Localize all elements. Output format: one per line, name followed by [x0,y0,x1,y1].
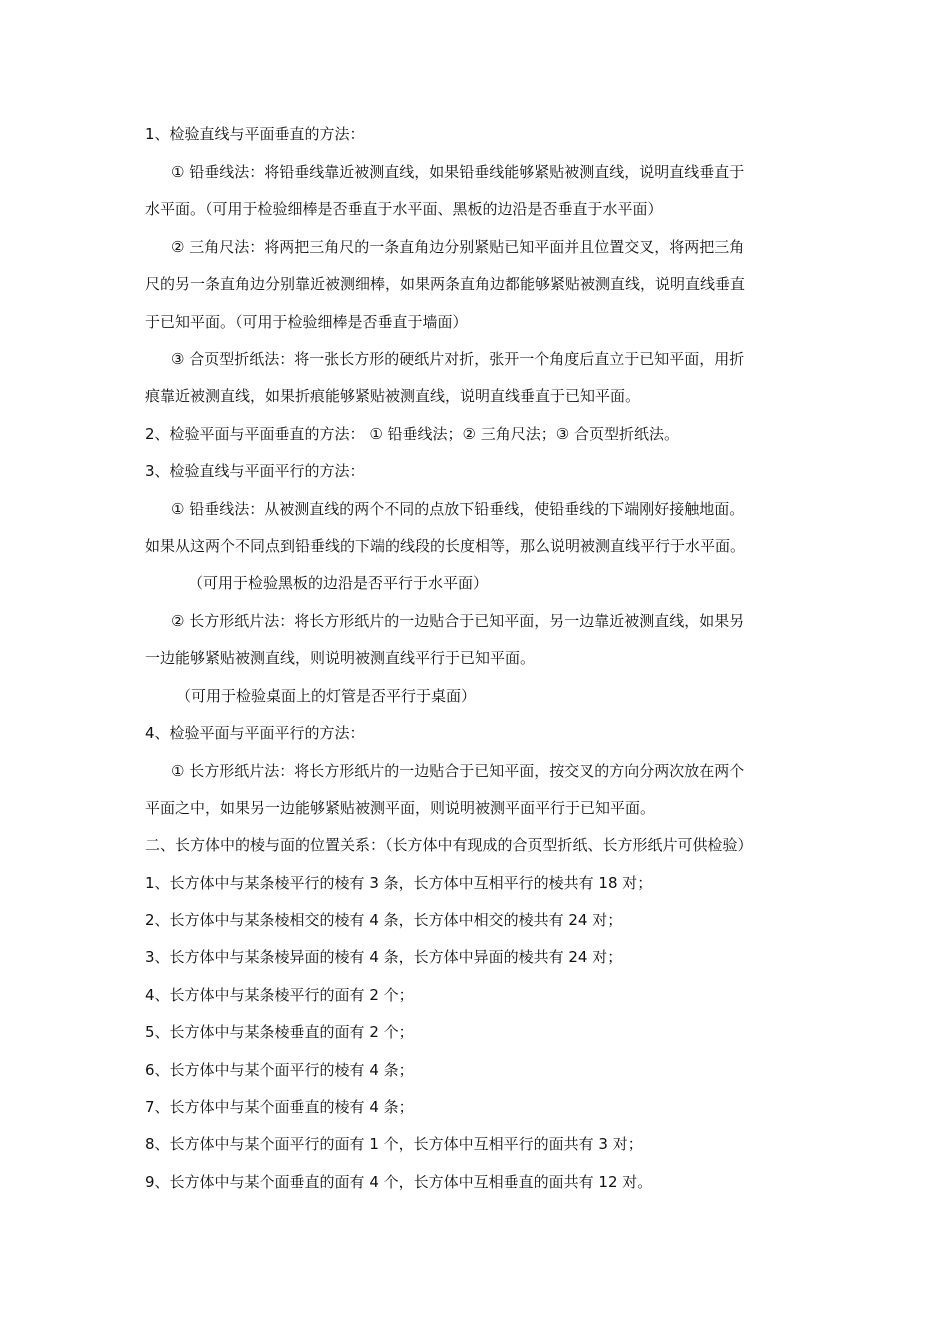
list-item: 5、长方体中与某条棱垂直的面有 2 个； [145,1023,414,1041]
list-item: 9、长方体中与某个面垂直的面有 4 个，长方体中互相垂直的面共有 12 对。 [145,1173,653,1191]
paragraph-line: 水平面。（可用于检验细棒是否垂直于水平面、黑板的边沿是否垂直于水平面） [145,200,663,218]
method-triangle-ruler: ② 三角尺法：将两把三角尺的一条直角边分别紧贴已知平面并且位置交叉，将两把三角 [171,238,745,256]
list-item: 3、长方体中与某条棱异面的棱有 4 条，长方体中异面的棱共有 24 对； [145,948,623,966]
section-2-heading: 2、检验平面与平面垂直的方法： ① 铅垂线法；② 三角尺法；③ 合页型折纸法。 [145,425,679,443]
list-item: 2、长方体中与某条棱相交的棱有 4 条，长方体中相交的棱共有 24 对； [145,911,623,929]
paragraph-line: 如果从这两个不同点到铅垂线的下端的线段的长度相等，那么说明被测直线平行于水平面。 [145,537,746,555]
method-rectangle-card: ② 长方形纸片法：将长方形纸片的一边贴合于已知平面，另一边靠近被测直线，如果另 [171,612,745,630]
method-plumb-line: ① 铅垂线法：从被测直线的两个不同的点放下铅垂线，使铅垂线的下端刚好接触地面。 [171,500,745,518]
paragraph-line: 于已知平面。（可用于检验细棒是否垂直于墙面） [145,313,468,331]
paragraph-line: 平面之中，如果另一边能够紧贴被测平面，则说明被测平面平行于已知平面。 [145,799,656,817]
list-item: 7、长方体中与某个面垂直的棱有 4 条； [145,1098,414,1116]
paragraph-line: 痕靠近被测直线，如果折痕能够紧贴被测直线，说明直线垂直于已知平面。 [145,387,641,405]
list-item: 4、长方体中与某条棱平行的面有 2 个； [145,986,414,1004]
method-rectangle-card: ① 长方形纸片法：将长方形纸片的一边贴合于已知平面，按交叉的方向分两次放在两个 [171,762,745,780]
section-1-heading: 1、检验直线与平面垂直的方法： [145,125,365,143]
list-item: 8、长方体中与某个面平行的面有 1 个，长方体中互相平行的面共有 3 对； [145,1135,643,1153]
method-plumb-line: ① 铅垂线法：将铅垂线靠近被测直线，如果铅垂线能够紧贴被测直线，说明直线垂直于 [171,163,745,181]
paragraph-line: 尺的另一条直角边分别靠近被测细棒，如果两条直角边都能够紧贴被测直线，说明直线垂直 [145,275,746,293]
section-4-heading: 4、检验平面与平面平行的方法： [145,724,365,742]
usage-note: （可用于检验桌面上的灯管是否平行于桌面） [176,687,477,705]
section-3-heading: 3、检验直线与平面平行的方法： [145,462,365,480]
method-hinge-fold: ③ 合页型折纸法：将一张长方形的硬纸片对折，张开一个角度后直立于已知平面，用折 [171,350,745,368]
list-item: 1、长方体中与某条棱平行的棱有 3 条，长方体中互相平行的棱共有 18 对； [145,874,653,892]
list-item: 6、长方体中与某个面平行的棱有 4 条； [145,1061,414,1079]
part-2-heading: 二、长方体中的棱与面的位置关系：（长方体中有现成的合页型折纸、长方形纸片可供检验） [145,836,753,854]
paragraph-line: 一边能够紧贴被测直线，则说明被测直线平行于已知平面。 [145,649,536,667]
usage-note: （可用于检验黑板的边沿是否平行于水平面） [188,574,489,592]
